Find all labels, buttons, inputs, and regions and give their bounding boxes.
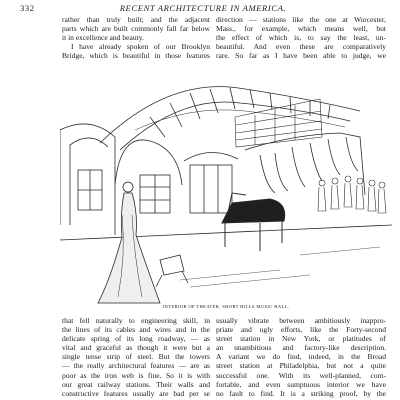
page-number: 332 [20,3,35,13]
text-line: an unambitious and factory-like description. [216,343,386,353]
page-header [20,3,386,15]
running-title: RECENT ARCHITECTURE IN AMERICA. [119,3,287,13]
text-line: — the really architectural features — are as [62,361,210,371]
theater-interior-illustration [60,75,392,305]
stage-curtain [245,133,365,195]
text-line: constructive features usually are bad per se [62,388,210,398]
grand-piano [222,193,285,251]
text-line: single tense strip of steel. But the towers [62,352,210,362]
text-column-top-left [62,15,210,60]
text-line: Bridge, which is beautiful in those features [62,51,210,61]
text-line: the lines of its cables and wires and in the [62,325,210,335]
text-line: rather than truly built; and the adjacent [62,15,210,24]
figure-caption: INTERIOR OF THEATER, SHORT HILLS MUSIC HALL. [162,304,290,309]
floor-line [60,225,392,240]
text-line: successful one. With its well-planned, com- [216,370,386,380]
text-line: direction — stations like the one at Worcester, [216,15,386,24]
text-line: priate and ugly efforts, like the Forty-second [216,325,386,335]
text-column-bottom-left [62,316,210,398]
text-line: it in excellence and beauty. [62,33,144,43]
floor-shading [180,247,380,287]
text-line: street station at Philadelphia, but not a quite [216,361,386,371]
center-windows [140,152,238,213]
text-line: street station in New York, or platitudes of [216,334,386,344]
text-line: beautiful. And even these are comparatively [216,42,386,52]
text-line: no fault to find. It is a striking proof, by the [216,388,386,398]
text-line: delicate spring of its long roadway, — as [62,334,210,344]
text-line: I have already spoken of our Brooklyn [71,42,210,52]
text-line: vital and graceful as though it were but a [62,343,210,353]
text-line: fortable, and even sumptuous interior we have [216,379,386,389]
text-column-bottom-right [216,316,386,398]
text-line: Mass., for example, which means well, but [216,24,386,34]
music-stand [156,255,188,287]
text-line: that fell naturally to engineering skill, in [62,316,210,325]
text-line: A variant we do find, indeed, in the Broad [216,352,386,362]
text-column-top-right [216,15,386,60]
text-line: rare. So far as I have been able to judge, we [216,51,386,61]
crowd-figures [318,176,386,213]
text-line: our great railway stations. Their walls and [62,379,210,389]
text-line: usually vibrate between ambitiously inappro- [216,316,386,325]
brick-wall [235,99,322,147]
text-line: poor as the iron web is fine. So it is with [62,370,210,380]
text-line: parts which are built commonly fall far below [62,24,210,34]
text-line: the effect of which is, to say the least, un- [216,33,386,43]
